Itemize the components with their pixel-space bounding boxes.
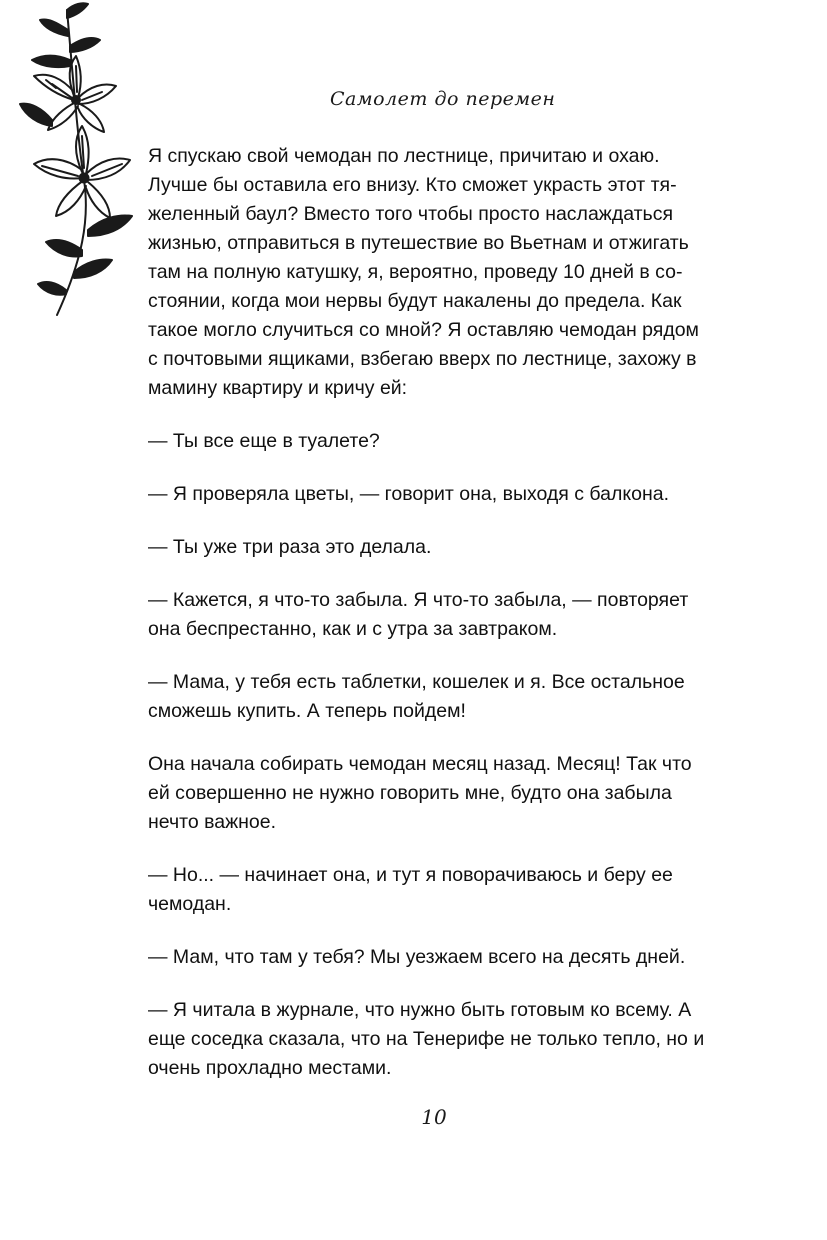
paragraph: — Я читала в журнале, что нужно быть готовым ко всему. А еще соседка сказала, что на Тенерифе не только тепло, но и очень прохладно местами. bbox=[148, 999, 705, 1079]
paragraph: — Мам, что там у тебя? Мы уезжаем всего на десять дней. bbox=[148, 946, 686, 968]
paragraph: — Мама, у тебя есть таблетки, кошелек и я. Все остальное сможешь купить. А теперь пойдем! bbox=[148, 671, 685, 722]
paragraph: — Кажется, я что-то забыла. Я что-то забыла, — повторяет она беспрестанно, как и с утра за завтраком. bbox=[148, 589, 689, 640]
body-text bbox=[148, 142, 708, 1107]
paragraph: Я спускаю свой чемодан по лестнице, причитаю и охаю. Лучше бы оставила его внизу. Кто сможет украсть этот тяжеленный баул? Вместо того чтобы просто наслаждаться жизнью, отправиться в путешествие во Вьетнам и отжигать там на полную катушку, я, вероятно, проведу 10 дней в состоянии, когда мои нервы будут накалены до предела. Как такое могло случиться со мной? Я оставляю чемодан рядом с почтовыми ящиками, взбегаю вверх по лестнице, захожу в мамину квартиру и кричу ей: bbox=[148, 145, 699, 399]
floral-branch-icon bbox=[12, 0, 142, 320]
paragraph: — Ты все еще в туалете? bbox=[148, 430, 380, 452]
paragraph: — Но... — начинает она, и тут я поворачиваюсь и беру ее чемодан. bbox=[148, 864, 673, 915]
paragraph: — Ты уже три раза это делала. bbox=[148, 536, 432, 558]
page-number: 10 bbox=[421, 1105, 447, 1129]
running-title: Самолет до перемен bbox=[330, 88, 556, 110]
paragraph: — Я проверяла цветы, — говорит она, выходя с балкона. bbox=[148, 483, 669, 505]
paragraph: Она начала собирать чемодан месяц назад. Месяц! Так что ей совершенно не нужно говорить мне, будто она забыла нечто важное. bbox=[148, 753, 692, 833]
